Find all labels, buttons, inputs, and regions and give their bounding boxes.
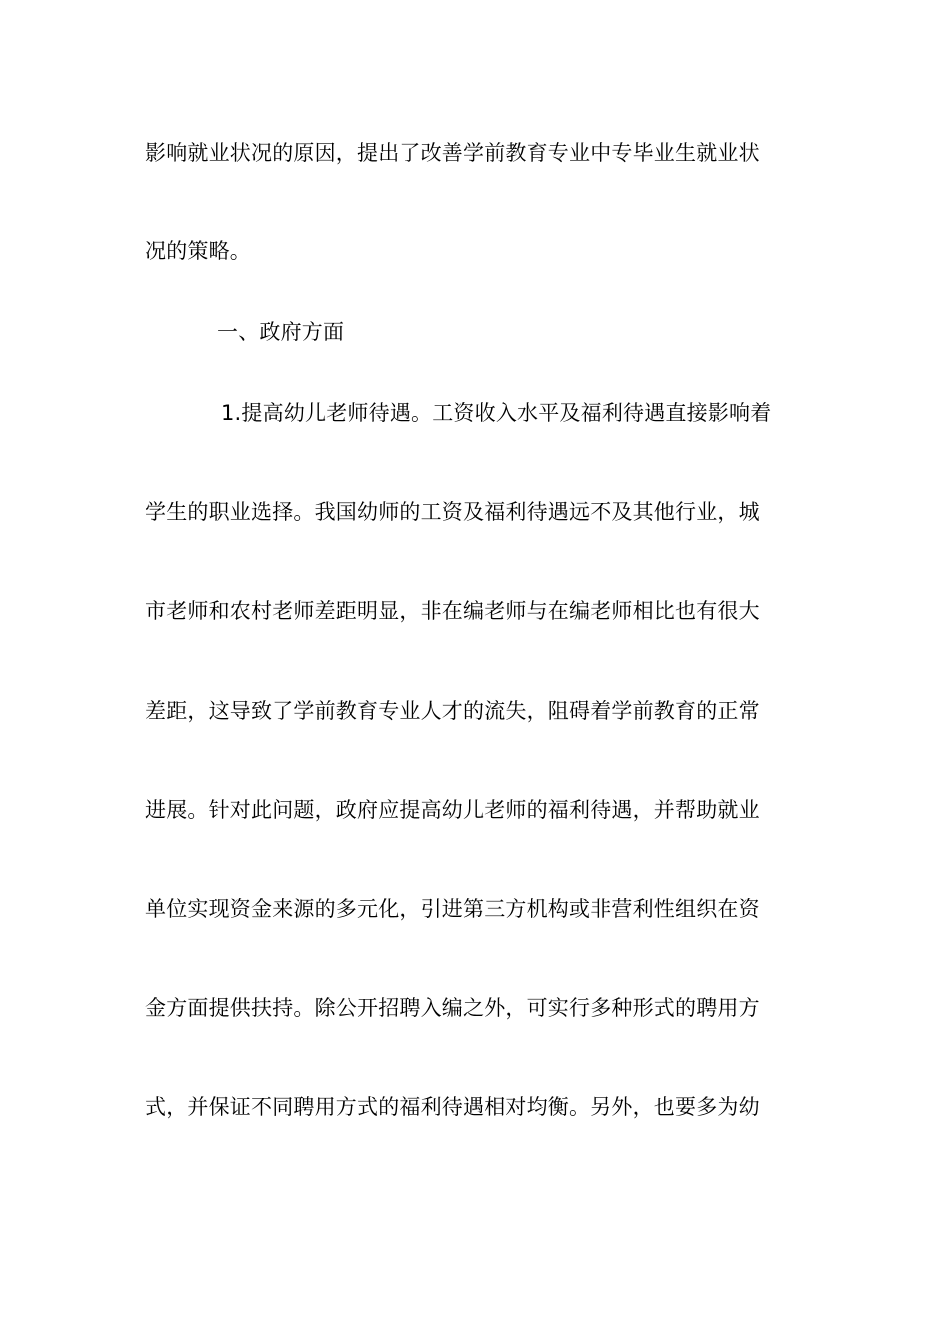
body-text-line: 学生的职业选择。我国幼师的工资及福利待遇远不及其他行业，城 — [145, 500, 760, 524]
body-text-line: 单位实现资金来源的多元化，引进第三方机构或非营利性组织在资 — [145, 897, 760, 921]
body-text-line: 差距，这导致了学前教育专业人才的流失，阻碍着学前教育的正常 — [145, 699, 760, 723]
body-text-line: 金方面提供扶持。除公开招聘入编之外，可实行多种形式的聘用方 — [145, 996, 760, 1020]
section-heading: 一、政府方面 — [217, 320, 345, 344]
body-text-line: 进展。针对此问题，政府应提高幼儿老师的福利待遇，并帮助就业 — [145, 798, 760, 822]
body-text-line: 市老师和农村老师差距明显，非在编老师与在编老师相比也有很大 — [145, 599, 760, 623]
body-text-line: 影响就业状况的原因，提出了改善学前教育专业中专毕业生就业状 — [145, 141, 760, 165]
body-text-line: 况的策略。 — [145, 239, 251, 263]
paragraph-first-line: 1.提高幼儿老师待遇。工资收入水平及福利待遇直接影响着 — [221, 401, 772, 425]
body-text-line: 式，并保证不同聘用方式的福利待遇相对均衡。另外，也要多为幼 — [145, 1095, 760, 1119]
